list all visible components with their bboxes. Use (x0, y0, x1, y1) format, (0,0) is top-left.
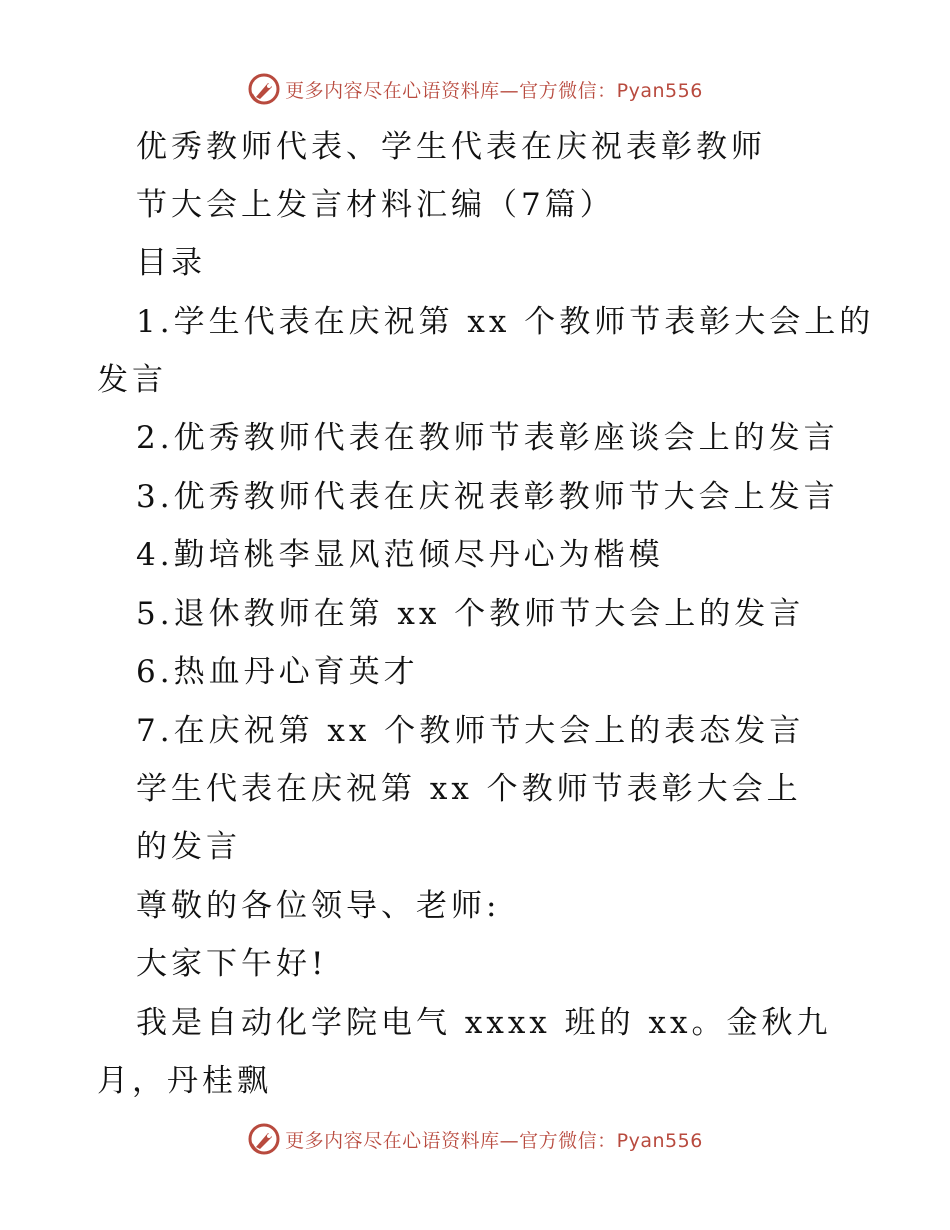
watermark-header (0, 72, 950, 106)
toc-item-continuation: 发言 (97, 362, 167, 398)
toc-item: 3.优秀教师代表在庆祝表彰教师节大会上发言 (136, 479, 839, 515)
toc-item: 1.学生代表在庆祝第 xx 个教师节表彰大会上的 (136, 304, 875, 340)
watermark-text: 更多内容尽在心语资料库—官方微信：Pyan556 (285, 1129, 703, 1152)
watermark-footer (0, 1122, 950, 1156)
section-title-line-2: 的发言 (136, 829, 241, 865)
document-title-line-2: 节大会上发言材料汇编（7篇） (136, 187, 615, 223)
toc-item: 7.在庆祝第 xx 个教师节大会上的表态发言 (136, 713, 805, 749)
pen-nib-logo-icon (247, 1122, 281, 1156)
greeting: 大家下午好! (136, 946, 328, 982)
section-title-line-1: 学生代表在庆祝第 xx 个教师节表彰大会上 (136, 771, 802, 807)
toc-item: 2.优秀教师代表在教师节表彰座谈会上的发言 (136, 420, 839, 456)
document-title-line-1: 优秀教师代表、学生代表在庆祝表彰教师 (136, 129, 766, 165)
body-paragraph-line-1: 我是自动化学院电气 xxxx 班的 xx。金秋九 (136, 1005, 832, 1041)
watermark-text: 更多内容尽在心语资料库—官方微信：Pyan556 (285, 79, 703, 102)
pen-nib-logo-icon (247, 72, 281, 106)
toc-item: 6.热血丹心育英才 (136, 654, 419, 690)
toc-heading: 目录 (136, 245, 206, 281)
salutation: 尊敬的各位领导、老师: (136, 888, 501, 924)
body-paragraph-line-2: 月，丹桂飘 (97, 1063, 272, 1099)
toc-item: 5.退休教师在第 xx 个教师节大会上的发言 (136, 596, 805, 632)
toc-item: 4.勤培桃李显风范倾尽丹心为楷模 (136, 537, 664, 573)
